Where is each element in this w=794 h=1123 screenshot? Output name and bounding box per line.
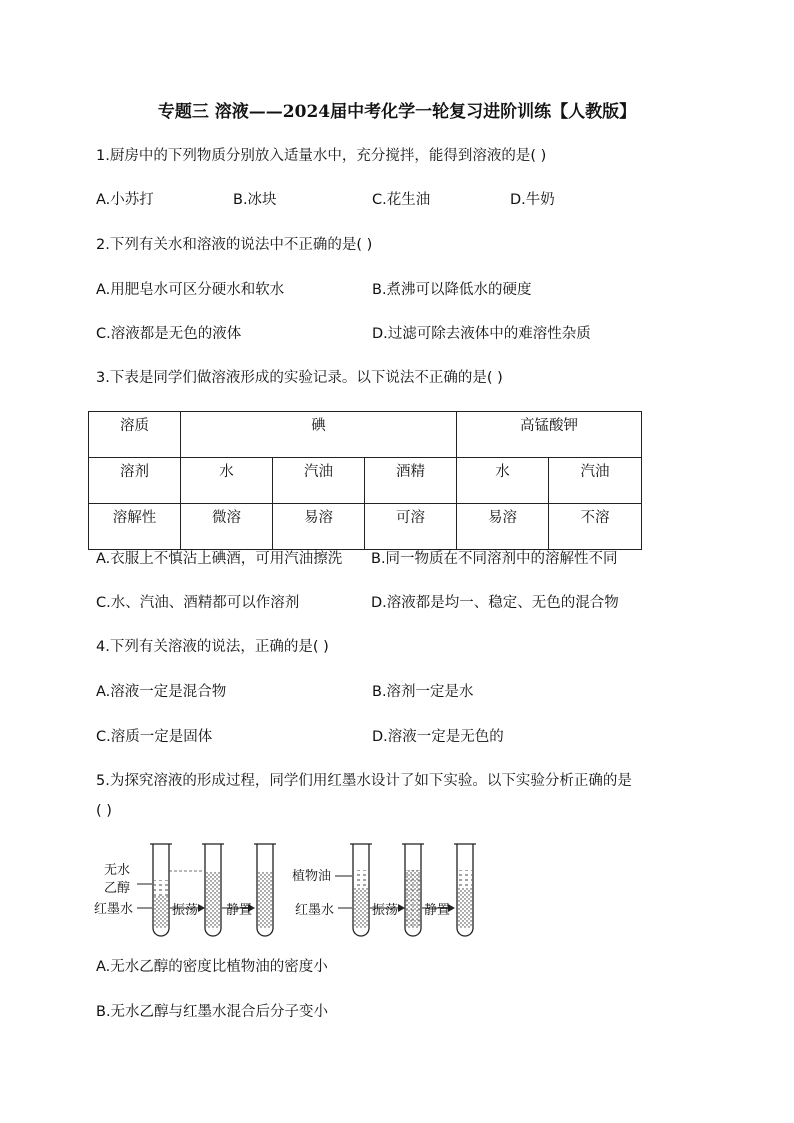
q1-option-c: C.花生油 <box>372 192 431 208</box>
q3-option-d: D.溶液都是均一、稳定、无色的混合物 <box>371 595 619 611</box>
test-tube <box>454 844 476 936</box>
table-cell: 碘 <box>181 412 457 458</box>
question-5-stem-continued: ( ) <box>96 803 112 819</box>
label-shake: 振荡 <box>372 903 399 918</box>
arrow-head <box>398 904 405 912</box>
label-ethanol: 乙醇 <box>104 881 131 896</box>
test-tube <box>350 844 372 936</box>
arrow-head <box>198 904 205 912</box>
q3-option-a: A.衣服上不慎沾上碘酒，可用汽油擦洗 <box>96 551 343 567</box>
document-title: 专题三 溶液——2024届中考化学一轮复习进阶训练【人教版】 <box>157 102 637 122</box>
label-red-ink-right: 红墨水 <box>295 903 335 918</box>
q4-option-d: D.溶液一定是无色的 <box>372 729 504 745</box>
table-cell: 易溶 <box>273 504 365 550</box>
q4-option-a: A.溶液一定是混合物 <box>96 684 227 700</box>
question-1-stem: 1.厨房中的下列物质分别放入适量水中，充分搅拌，能得到溶液的是( ) <box>96 148 547 164</box>
q4-option-c: C.溶质一定是固体 <box>96 729 213 745</box>
table-cell: 溶剂 <box>89 458 181 504</box>
label-anhydrous: 无水 <box>104 863 131 878</box>
table-cell: 易溶 <box>457 504 549 550</box>
table-cell: 酒精 <box>365 458 457 504</box>
question-2-stem: 2.下列有关水和溶液的说法中不正确的是( ) <box>96 237 373 253</box>
table-cell: 溶解性 <box>89 504 181 550</box>
test-tube <box>254 844 276 936</box>
question-3-stem: 3.下表是同学们做溶液形成的实验记录。以下说法不正确的是( ) <box>96 370 503 386</box>
table-row <box>89 458 642 504</box>
label-shake: 振荡 <box>172 903 199 918</box>
table-cell: 可溶 <box>365 504 457 550</box>
test-tube <box>150 844 172 936</box>
solubility-table <box>88 411 642 550</box>
question-4-stem: 4.下列有关溶液的说法，正确的是( ) <box>96 639 329 655</box>
experiment-figure <box>92 838 492 940</box>
q4-option-b: B.溶剂一定是水 <box>372 684 474 700</box>
q2-option-c: C.溶液都是无色的液体 <box>96 326 242 342</box>
question-5-stem: 5.为探究溶液的形成过程，同学们用红墨水设计了如下实验。以下实验分析正确的是 <box>96 773 632 789</box>
test-tube <box>402 844 424 936</box>
label-stand: 静置 <box>226 903 253 918</box>
q5-option-a: A.无水乙醇的密度比植物油的密度小 <box>96 959 328 975</box>
q1-option-d: D.牛奶 <box>510 192 555 208</box>
q2-option-b: B.煮沸可以降低水的硬度 <box>372 282 532 298</box>
table-cell: 水 <box>181 458 273 504</box>
q3-option-b: B.同一物质在不同溶剂中的溶解性不同 <box>371 551 618 567</box>
label-vegetable-oil: 植物油 <box>292 869 332 884</box>
label-stand: 静置 <box>424 903 451 918</box>
table-cell: 汽油 <box>549 458 642 504</box>
table-row <box>89 412 642 458</box>
table-cell: 不溶 <box>549 504 642 550</box>
table-cell: 水 <box>457 458 549 504</box>
q5-option-b: B.无水乙醇与红墨水混合后分子变小 <box>96 1004 329 1020</box>
test-tube <box>202 844 224 936</box>
q1-option-a: A.小苏打 <box>96 192 154 208</box>
table-cell: 溶质 <box>89 412 181 458</box>
q2-option-d: D.过滤可除去液体中的难溶性杂质 <box>372 326 591 342</box>
q2-option-a: A.用肥皂水可区分硬水和软水 <box>96 282 285 298</box>
table-cell: 微溶 <box>181 504 273 550</box>
table-row <box>89 504 642 550</box>
q3-option-c: C.水、汽油、酒精都可以作溶剂 <box>96 595 300 611</box>
table-cell: 高锰酸钾 <box>457 412 642 458</box>
label-red-ink-left: 红墨水 <box>94 902 134 917</box>
q1-option-b: B.冰块 <box>233 192 277 208</box>
table-cell: 汽油 <box>273 458 365 504</box>
